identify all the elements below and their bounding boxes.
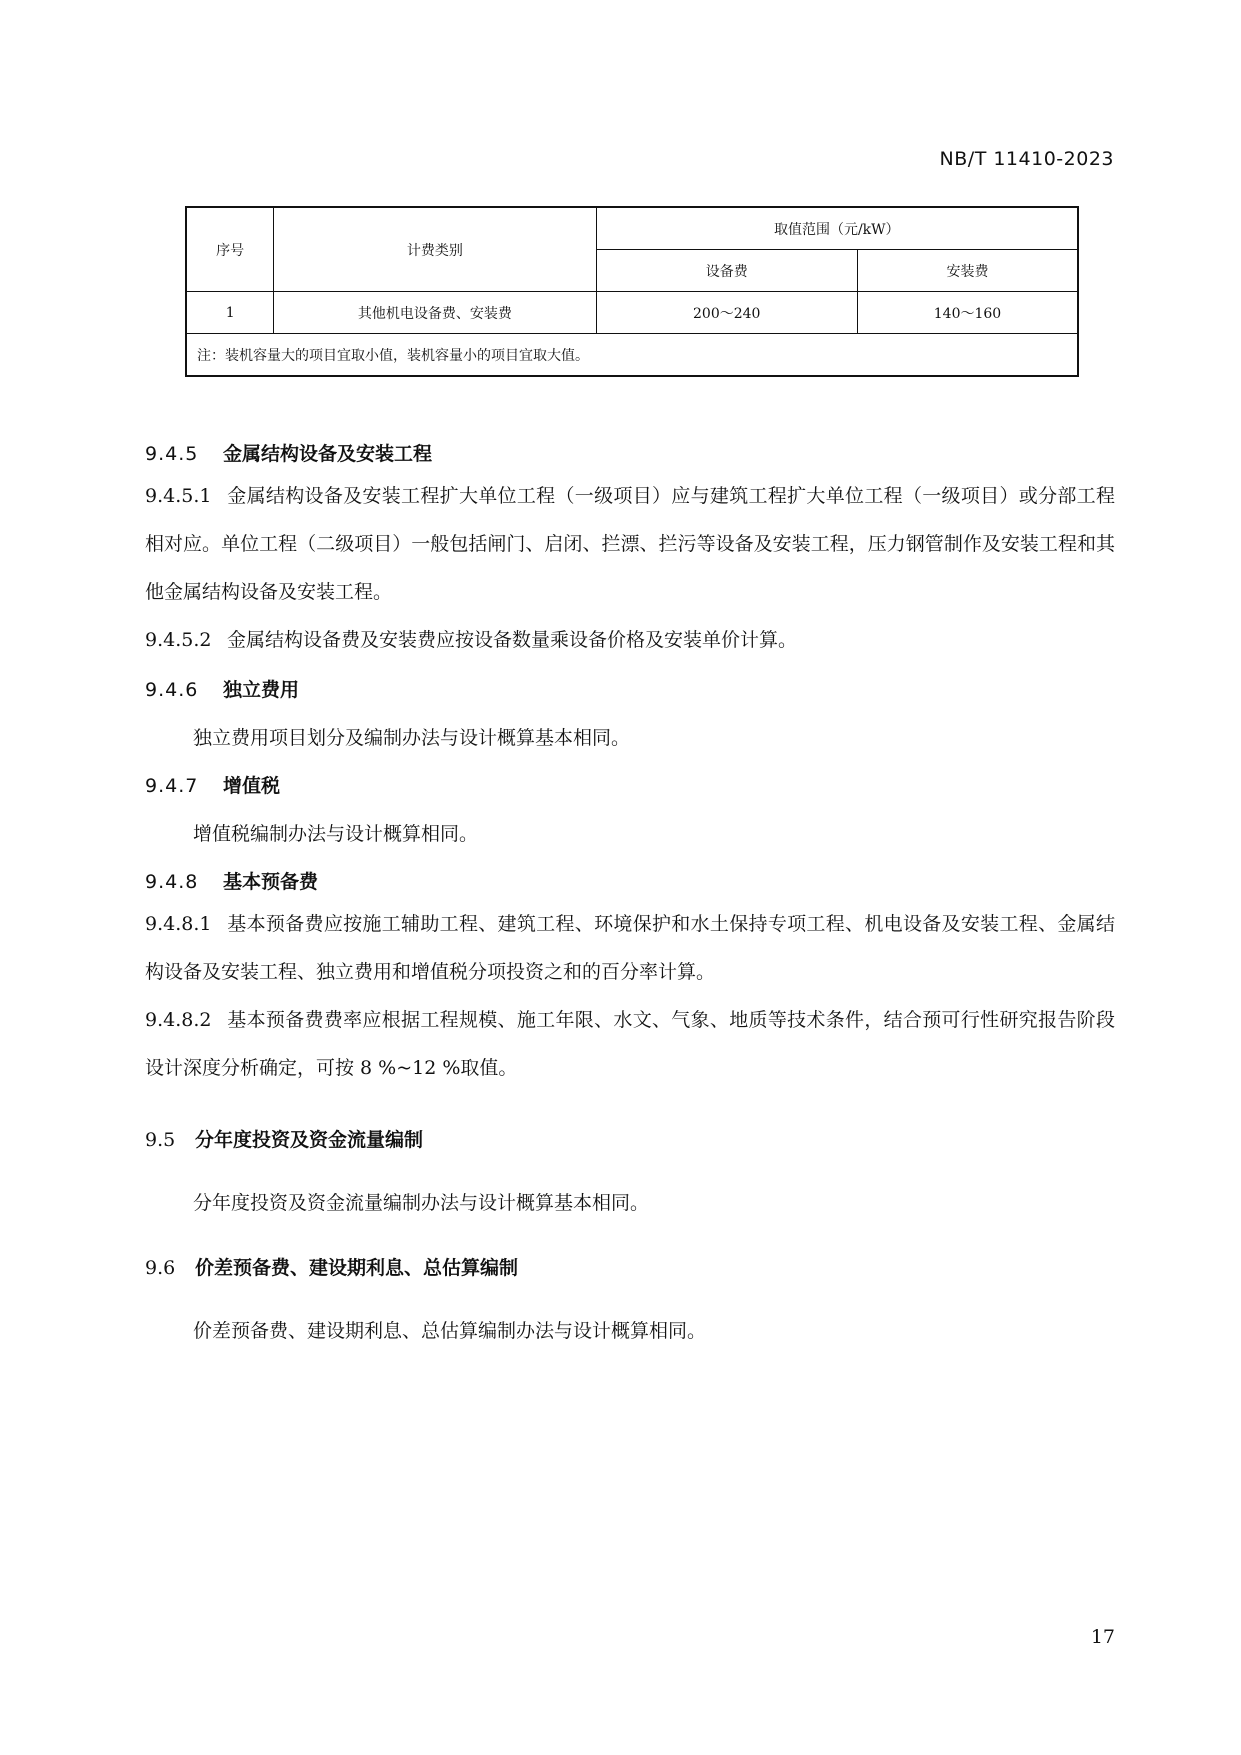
clause-number: 9.4.8.1 <box>145 913 212 935</box>
section-number: 9.4.7 <box>145 775 199 797</box>
heading-9-6 <box>145 1259 518 1278</box>
section-title: 价差预备费、建设期利息、总估算编制 <box>195 1257 519 1279</box>
paragraph-9-5: 分年度投资及资金流量编制办法与设计概算基本相同。 <box>193 1192 650 1214</box>
section-number: 9.4.6 <box>145 679 199 701</box>
table-row <box>186 292 1078 334</box>
section-title: 独立费用 <box>223 679 300 701</box>
clause-number: 9.4.5.1 <box>145 485 212 507</box>
header-range: 取值范围（元/kW） <box>596 207 1078 250</box>
fee-table <box>185 206 1079 377</box>
header-seq: 序号 <box>186 207 274 292</box>
paragraph-9-4-7: 增值税编制办法与设计概算相同。 <box>193 823 479 845</box>
section-number: 9.4.5 <box>145 443 199 465</box>
clause-number: 9.4.5.2 <box>145 629 212 651</box>
heading-9-4-8 <box>145 873 318 892</box>
table-note: 注：装机容量大的项目宜取小值，装机容量小的项目宜取大值。 <box>186 334 1078 377</box>
header-category: 计费类别 <box>274 207 596 292</box>
heading-9-4-5 <box>145 445 432 464</box>
header-equipment: 设备费 <box>596 250 857 292</box>
heading-9-4-7 <box>145 777 280 796</box>
paragraph-9-6: 价差预备费、建设期利息、总估算编制办法与设计概算相同。 <box>193 1320 707 1342</box>
heading-9-5 <box>145 1131 423 1150</box>
section-title: 基本预备费 <box>223 871 319 893</box>
paragraph-9-4-5-2 <box>145 616 1115 664</box>
paragraph-9-4-8-2 <box>145 996 1115 1092</box>
section-title: 增值税 <box>223 775 281 797</box>
section-number: 9.4.8 <box>145 871 199 893</box>
header-install: 安装费 <box>857 250 1078 292</box>
clause-number: 9.4.8.2 <box>145 1009 212 1031</box>
standard-number: NB/T 11410-2023 <box>939 148 1114 170</box>
heading-9-4-6 <box>145 681 299 700</box>
paragraph-9-4-6: 独立费用项目划分及编制办法与设计概算基本相同。 <box>193 727 631 749</box>
section-number: 9.6 <box>145 1257 176 1279</box>
section-number: 9.5 <box>145 1129 176 1151</box>
cell-category: 其他机电设备费、安装费 <box>274 292 596 334</box>
paragraph-9-4-8-1 <box>145 900 1115 996</box>
page-number: 17 <box>1090 1626 1115 1648</box>
clause-text: 基本预备费费率应根据工程规模、施工年限、水文、气象、地质等技术条件，结合预可行性研究报告阶段设计深度分析确定，可按 8 %~12 %取值。 <box>145 1009 1115 1079</box>
cell-seq: 1 <box>186 292 274 334</box>
cell-equipment: 200～240 <box>596 292 857 334</box>
clause-text: 金属结构设备费及安装费应按设备数量乘设备价格及安装单价计算。 <box>227 629 798 651</box>
clause-text: 金属结构设备及安装工程扩大单位工程（一级项目）应与建筑工程扩大单位工程（一级项目）或分部工程相对应。单位工程（二级项目）一般包括闸门、启闭、拦漂、拦污等设备及安装工程，压力钢管制作及安装工程和其他金属结构设备及安装工程。 <box>145 485 1115 603</box>
section-title: 分年度投资及资金流量编制 <box>195 1129 424 1151</box>
section-title: 金属结构设备及安装工程 <box>223 443 433 465</box>
paragraph-9-4-5-1 <box>145 472 1115 616</box>
clause-text: 基本预备费应按施工辅助工程、建筑工程、环境保护和水土保持专项工程、机电设备及安装工程、金属结构设备及安装工程、独立费用和增值税分项投资之和的百分率计算。 <box>145 913 1115 983</box>
cell-install: 140～160 <box>857 292 1078 334</box>
